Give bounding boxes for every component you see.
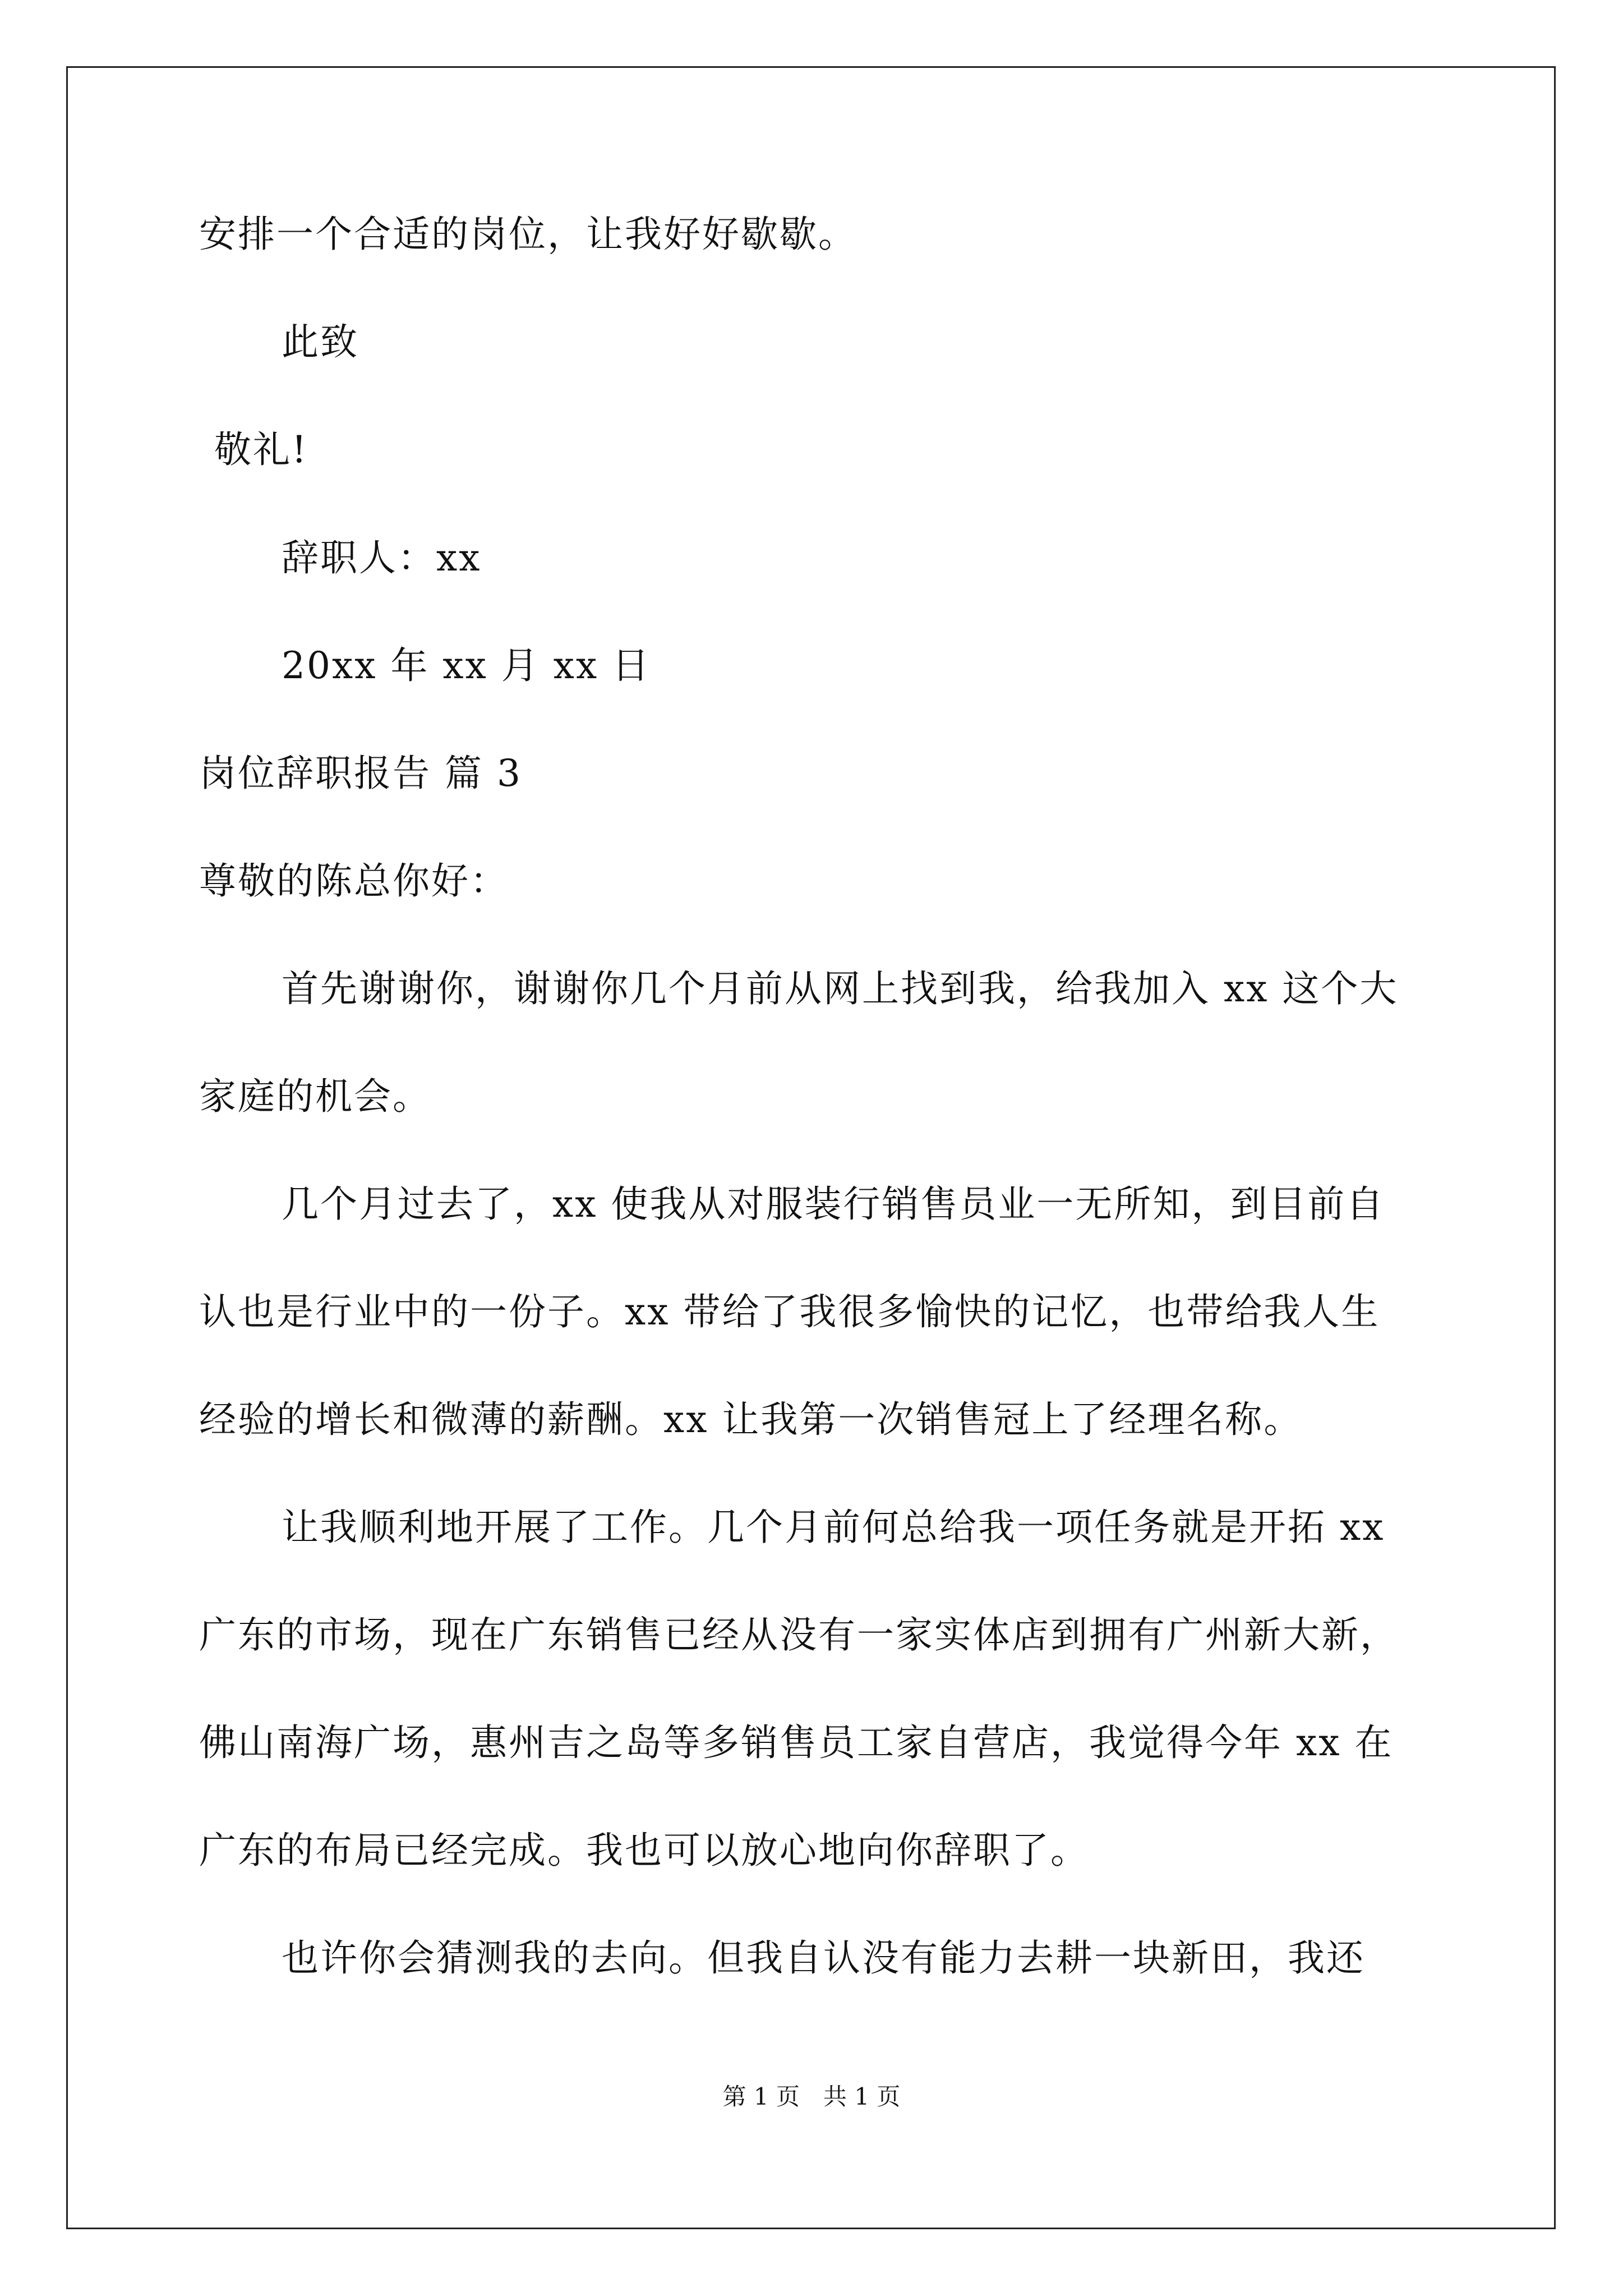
body-line-11: 认也是行业中的一份子。xx 带给了我很多愉快的记忆，也带给我人生 bbox=[199, 1290, 1380, 1333]
section-heading: 岗位辞职报告 篇 3 bbox=[199, 752, 522, 795]
body-line-1: 安排一个合适的岗位，让我好好歇歇。 bbox=[199, 213, 857, 256]
greeting: 尊敬的陈总你好： bbox=[199, 859, 509, 903]
body-line-9: 家庭的机会。 bbox=[199, 1075, 431, 1118]
body-line-17: 也许你会猜测我的去向。但我自认没有能力去耕一块新田，我还 bbox=[282, 1936, 1365, 1980]
body-line-14: 广东的市场，现在广东销售已经从没有一家实体店到拥有广州新大新， bbox=[199, 1613, 1399, 1657]
closing-salutation: 此致 bbox=[282, 320, 359, 364]
body-line-15: 佛山南海广场，惠州吉之岛等多销售员工家自营店，我觉得今年 xx 在 bbox=[199, 1721, 1394, 1764]
body-line-8: 首先谢谢你，谢谢你几个月前从网上找到我，给我加入 xx 这个大 bbox=[282, 967, 1399, 1010]
body-line-13: 让我顺利地开展了工作。几个月前何总给我一项任务就是开拓 xx bbox=[282, 1506, 1385, 1549]
page-footer: 第 1 页 共 1 页 bbox=[722, 2083, 901, 2110]
body-line-12: 经验的增长和微薄的薪酬。xx 让我第一次销售冠上了经理名称。 bbox=[199, 1398, 1303, 1441]
signature-line: 辞职人：xx bbox=[282, 536, 482, 579]
closing-respect: 敬礼! bbox=[214, 428, 308, 471]
body-line-10: 几个月过去了，xx 使我从对服装行销售员业一无所知，到目前自 bbox=[282, 1182, 1385, 1226]
date-line: 20xx 年 xx 月 xx 日 bbox=[282, 644, 651, 687]
page-border bbox=[66, 66, 1556, 2229]
body-line-16: 广东的布局已经完成。我也可以放心地向你辞职了。 bbox=[199, 1829, 1089, 1872]
